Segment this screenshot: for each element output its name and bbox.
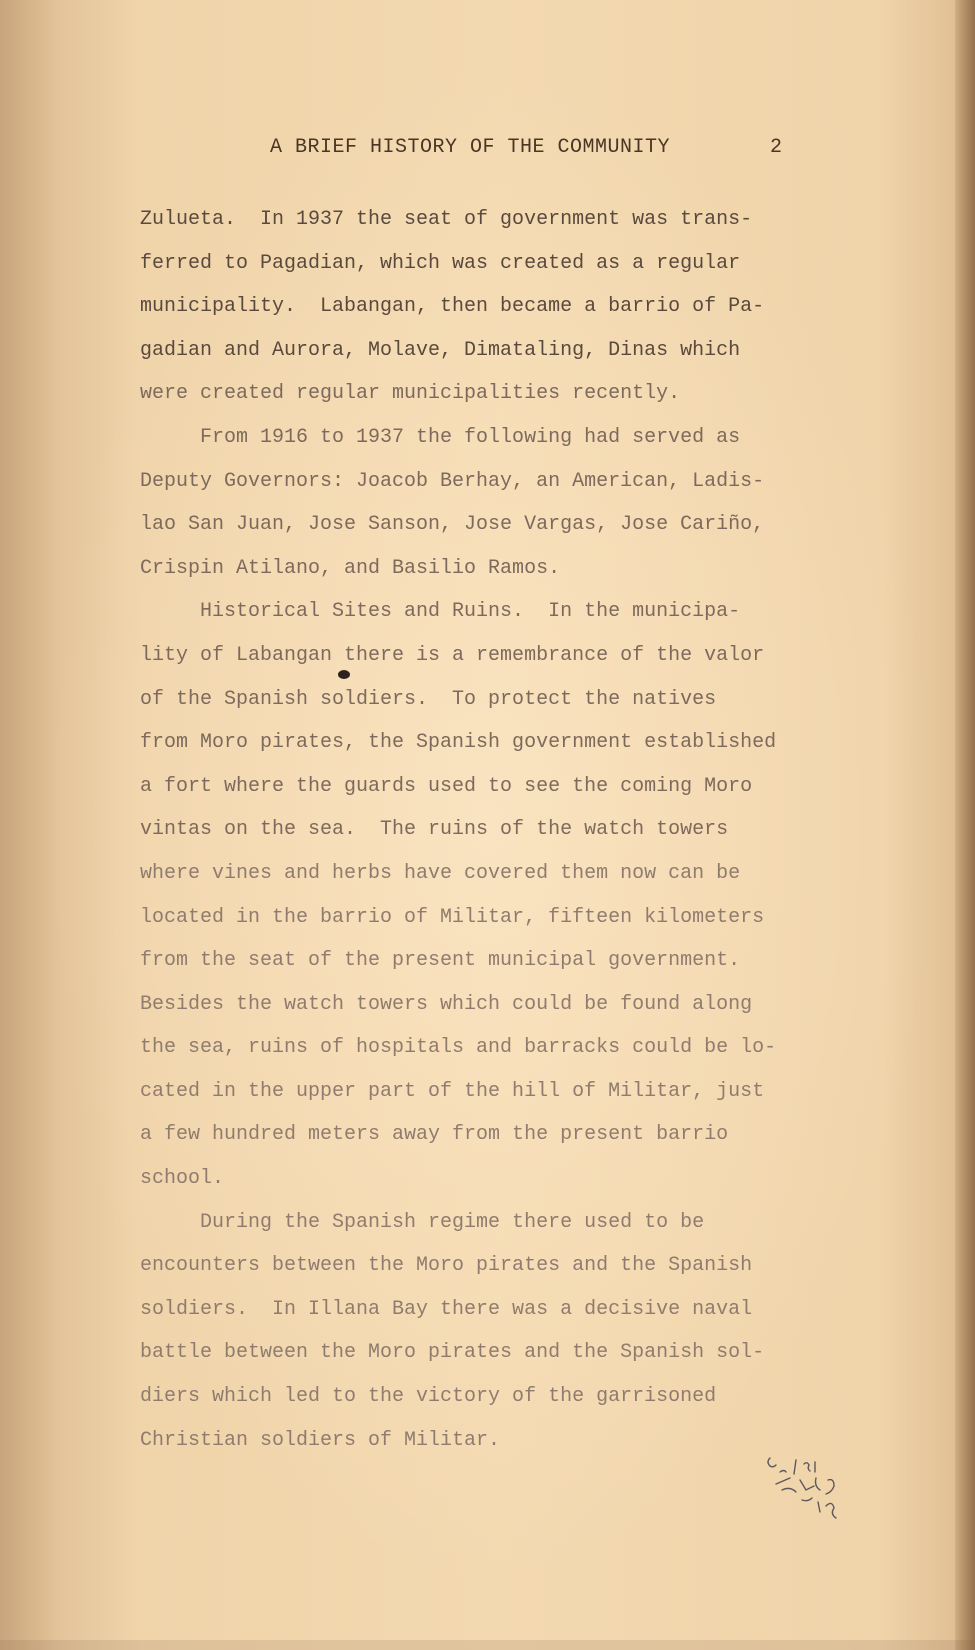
- text-line: From 1916 to 1937 the following had served as: [140, 425, 741, 449]
- text-line: lity of Labangan there is a remembrance of the valor: [140, 643, 765, 667]
- text-line: diers which led to the victory of the garrisoned: [140, 1385, 717, 1409]
- text-line: located in the barrio of Militar, fifteen kilometers: [140, 905, 765, 929]
- text-line: were created regular municipalities recently.: [140, 382, 681, 406]
- text-line: soldiers. In Illana Bay there was a decisive naval: [140, 1297, 753, 1321]
- page-number: 2: [770, 136, 783, 159]
- text-line: battle between the Moro pirates and the Spanish sol-: [140, 1341, 765, 1365]
- text-line: gadian and Aurora, Molave, Dimataling, Dinas which: [140, 338, 741, 362]
- text-line: vintas on the sea. The ruins of the watch towers: [140, 818, 729, 842]
- text-line: Besides the watch towers which could be found along: [140, 992, 753, 1016]
- text-line: from Moro pirates, the Spanish government established: [140, 731, 777, 755]
- text-line: Historical Sites and Ruins. In the municipa-: [140, 600, 741, 624]
- text-line: Crispin Atilano, and Basilio Ramos.: [140, 556, 561, 580]
- text-line: school.: [140, 1167, 225, 1191]
- text-line: municipality. Labangan, then became a barrio of Pa-: [140, 295, 765, 319]
- handwritten-annotation: [760, 1450, 880, 1540]
- text-line: Zulueta. In 1937 the seat of government was trans-: [140, 208, 753, 231]
- text-line: from the seat of the present municipal government.: [140, 949, 741, 973]
- text-line: the sea, ruins of hospitals and barracks could be lo-: [140, 1036, 777, 1060]
- text-line: encounters between the Moro pirates and the Spanish: [140, 1254, 753, 1278]
- page-title: A BRIEF HISTORY OF THE COMMUNITY: [270, 136, 671, 159]
- scan-footer-strip: [0, 1640, 975, 1650]
- text-line: ferred to Pagadian, which was created as a regular: [140, 251, 741, 275]
- text-line: a few hundred meters away from the present barrio: [140, 1123, 729, 1147]
- text-line: Christian soldiers of Militar.: [140, 1428, 501, 1452]
- text-line: a fort where the guards used to see the coming Moro: [140, 774, 753, 798]
- text-line: of the Spanish soldiers. To protect the natives: [140, 687, 717, 711]
- text-line: Deputy Governors: Joacob Berhay, an American, Ladis-: [140, 469, 765, 493]
- text-line: cated in the upper part of the hill of Militar, just: [140, 1079, 765, 1103]
- text-line: During the Spanish regime there used to be: [140, 1210, 705, 1234]
- text-line: lao San Juan, Jose Sanson, Jose Vargas, Jose Cariño,: [140, 513, 765, 537]
- text-line: where vines and herbs have covered them now can be: [140, 861, 741, 885]
- ink-blot: [338, 670, 350, 679]
- page-edge-shadow: [955, 0, 975, 1650]
- body-text: [140, 198, 840, 1462]
